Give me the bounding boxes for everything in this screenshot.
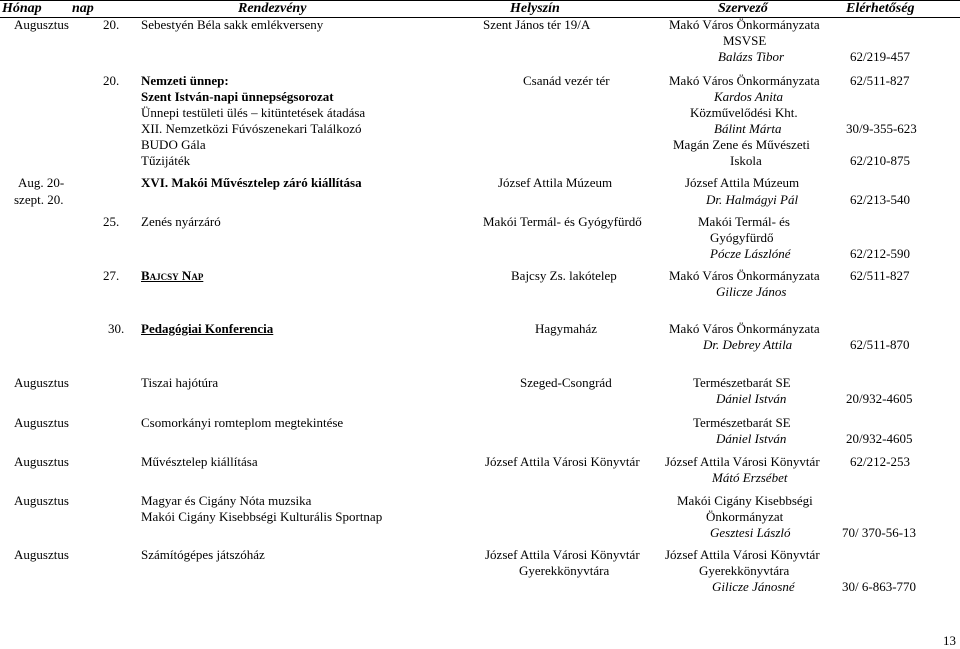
- row7-phone: 20/932-4605: [846, 391, 913, 406]
- header-szervezo: Szervező: [718, 1, 768, 16]
- row9-organizer: József Attila Városi Könyvtár: [665, 454, 820, 469]
- row3-place: József Attila Múzeum: [498, 175, 613, 190]
- row9-month: Augusztus: [14, 454, 69, 469]
- row7-month: Augusztus: [14, 375, 69, 390]
- table-header: [0, 0, 960, 18]
- row2-organizer-4: Bálint Márta: [714, 121, 782, 136]
- row3-phone: 62/213-540: [850, 192, 910, 207]
- row2-event-line2: Szent István-napi ünnepségsorozat: [141, 89, 334, 104]
- row8-event: Csomorkányi romteplom megtekintése: [141, 415, 344, 430]
- row9-contact-person: Mátó Erzsébet: [712, 470, 788, 485]
- row1-organizer: Makó Város Önkormányzata: [669, 17, 820, 32]
- row1-event: Sebestyén Béla sakk emlékverseny: [141, 17, 324, 32]
- row2-event-line4: XII. Nemzetközi Fúvószenekari Találkozó: [141, 121, 362, 136]
- row2-day: 20.: [103, 73, 120, 88]
- row2-event-line5: BUDO Gála: [141, 137, 206, 152]
- row11-organizer-1: József Attila Városi Könyvtár: [665, 547, 820, 562]
- row2-organizer-3: Közművelődési Kht.: [690, 105, 798, 120]
- row1-phone: 62/219-457: [850, 49, 910, 64]
- page-number: 13: [943, 633, 956, 648]
- row7-organizer: Természetbarát SE: [693, 375, 791, 390]
- row6-phone: 62/511-870: [850, 337, 910, 352]
- row11-month: Augusztus: [14, 547, 69, 562]
- row2-event-line3: Ünnepi testületi ülés – kitüntetések átadása: [141, 105, 366, 120]
- row3-organizer: József Attila Múzeum: [685, 175, 800, 190]
- row2-organizer-5: Magán Zene és Művészeti: [673, 137, 810, 152]
- row3-month-line2: szept. 20.: [14, 192, 64, 207]
- row7-contact-person: Dániel István: [716, 391, 787, 406]
- row5-place: Bajcsy Zs. lakótelep: [511, 268, 617, 283]
- row4-phone: 62/212-590: [850, 246, 910, 261]
- header-nap: nap: [72, 1, 94, 16]
- row10-month: Augusztus: [14, 493, 69, 508]
- row11-event: Számítógépes játszóház: [141, 547, 265, 562]
- row9-phone: 62/212-253: [850, 454, 910, 469]
- row4-organizer-2: Gyógyfürdő: [710, 230, 774, 245]
- row10-event-line1: Magyar és Cigány Nóta muzsika: [141, 493, 312, 508]
- row1-organizer-2: MSVSE: [723, 33, 767, 48]
- header-helyszin: Helyszín: [510, 1, 560, 16]
- row8-phone: 20/932-4605: [846, 431, 913, 446]
- row6-contact-person: Dr. Debrey Attila: [703, 337, 793, 352]
- row11-place-line2: Gyerekkönyvtára: [519, 563, 610, 578]
- row11-organizer-2: Gyerekkönyvtára: [699, 563, 790, 578]
- row2-place: Csanád vezér tér: [523, 73, 610, 88]
- header-elerhetoseg: Elérhetőség: [846, 1, 915, 16]
- row5-phone: 62/511-827: [850, 268, 910, 283]
- row4-event: Zenés nyárzáró: [141, 214, 221, 229]
- row2-event-line6: Tűzijáték: [141, 153, 191, 168]
- row7-place: Szeged-Csongrád: [520, 375, 612, 390]
- row1-place: Szent János tér 19/A: [483, 17, 591, 32]
- row10-event-line2: Makói Cigány Kisebbségi Kulturális Sportnap: [141, 509, 383, 524]
- row2-organizer-1: Makó Város Önkormányzata: [669, 73, 820, 88]
- row2-phone-1: 62/511-827: [850, 73, 910, 88]
- row11-phone: 30/ 6-863-770: [842, 579, 917, 594]
- row9-event: Művésztelep kiállítása: [141, 454, 258, 469]
- row3-contact-person: Dr. Halmágyi Pál: [706, 192, 799, 207]
- row11-contact-person: Gilicze Jánosné: [712, 579, 795, 594]
- row10-organizer-2: Önkormányzat: [706, 509, 784, 524]
- row1-month: Augusztus: [14, 17, 69, 32]
- row2-phone-3: 62/210-875: [850, 153, 910, 168]
- row6-organizer: Makó Város Önkormányzata: [669, 321, 820, 336]
- row1-contact-person: Balázs Tibor: [718, 49, 785, 64]
- header-rendezveny: Rendezvény: [238, 1, 307, 16]
- row8-organizer: Természetbarát SE: [693, 415, 791, 430]
- row2-phone-2: 30/9-355-623: [846, 121, 917, 136]
- row9-place: József Attila Városi Könyvtár: [485, 454, 640, 469]
- row10-phone: 70/ 370-56-13: [842, 525, 917, 540]
- row6-place: Hagymaház: [535, 321, 598, 336]
- row4-organizer-1: Makói Termál- és: [698, 214, 790, 229]
- row8-contact-person: Dániel István: [716, 431, 787, 446]
- row5-day: 27.: [103, 268, 120, 283]
- row5-event: Bajcsy Nap: [141, 268, 204, 283]
- row2-organizer-6: Iskola: [730, 153, 762, 168]
- row5-contact-person: Gilicze János: [716, 284, 787, 299]
- row3-month-line1: Aug. 20-: [18, 175, 65, 190]
- row6-event: Pedagógiai Konferencia: [141, 321, 274, 336]
- row6-day: 30.: [108, 321, 125, 336]
- row2-event-line1: Nemzeti ünnep:: [141, 73, 229, 88]
- row7-event: Tiszai hajótúra: [141, 375, 219, 390]
- row8-month: Augusztus: [14, 415, 69, 430]
- row4-contact-person: Pócze Lászlóné: [710, 246, 791, 261]
- row10-organizer-1: Makói Cigány Kisebbségi: [677, 493, 813, 508]
- header-honap: Hónap: [2, 1, 42, 16]
- row1-day: 20.: [103, 17, 120, 32]
- row10-contact-person: Gesztesi László: [710, 525, 791, 540]
- row3-event: XVI. Makói Művésztelep záró kiállítása: [141, 175, 362, 190]
- row4-place: Makói Termál- és Gyógyfürdő: [483, 214, 642, 229]
- row11-place-line1: József Attila Városi Könyvtár: [485, 547, 640, 562]
- row4-day: 25.: [103, 214, 120, 229]
- row5-organizer: Makó Város Önkormányzata: [669, 268, 820, 283]
- row2-organizer-2: Kardos Anita: [714, 89, 783, 104]
